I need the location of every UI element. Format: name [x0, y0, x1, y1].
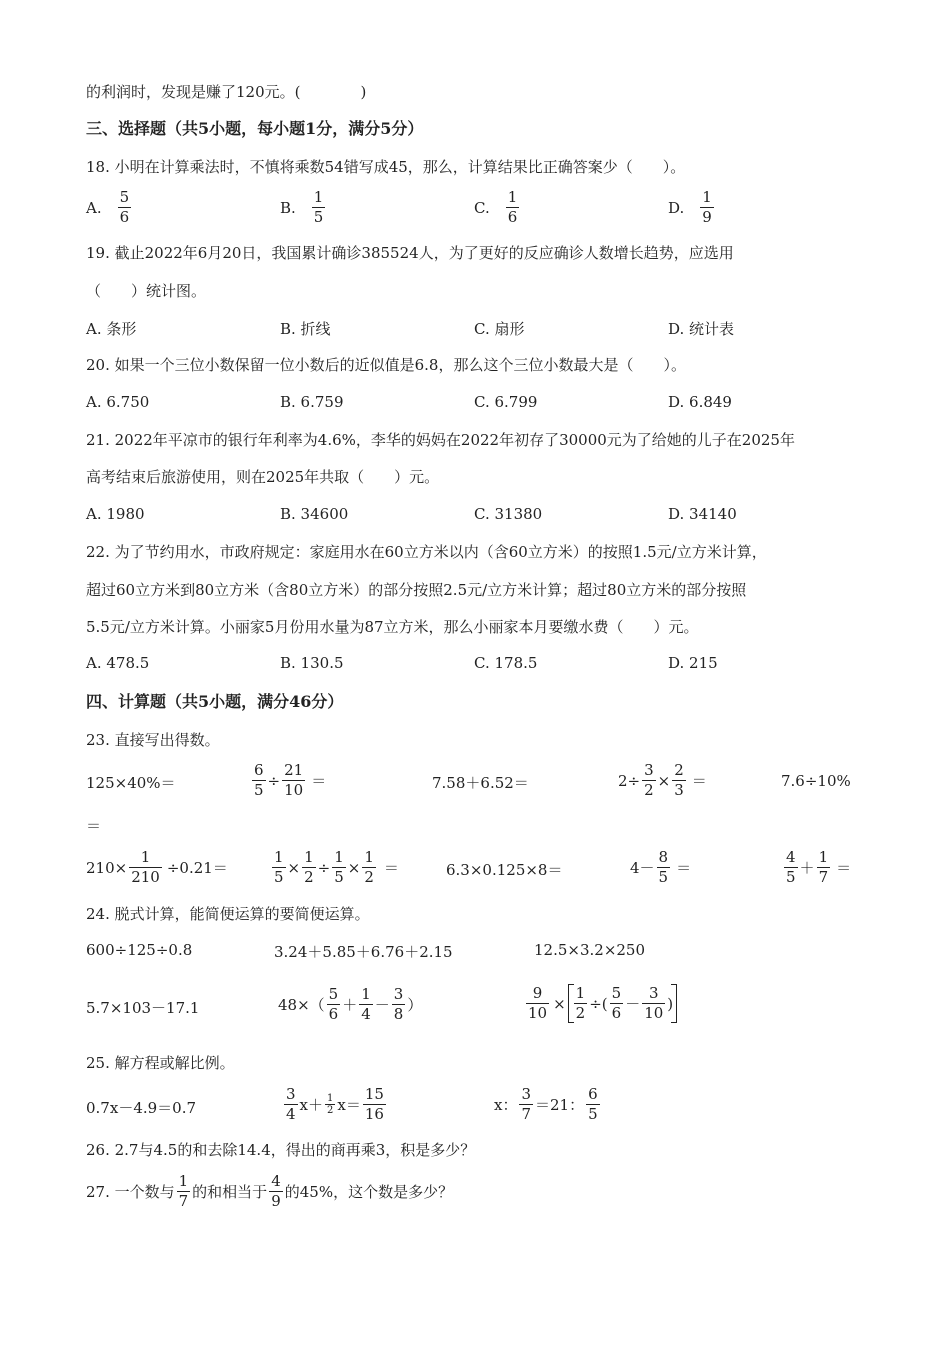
option-letter: C. [474, 198, 490, 217]
fraction: 4 5 [786, 848, 796, 886]
q25-stem: 25. 解方程或解比例。 [86, 1054, 235, 1072]
q25-item1: 0.7x－4.9＝0.7 [86, 1099, 197, 1117]
fraction: 3 4 [286, 1085, 296, 1123]
q23-r1-item5: 7.6÷10% [781, 772, 851, 790]
q22-option-a[interactable]: A. 478.5 [86, 654, 150, 672]
q23-r2-item3: 6.3×0.125×8＝ [446, 861, 563, 879]
q24-item1: 600÷125÷0.8 [86, 941, 193, 959]
section3-heading: 三、选择题（共5小题，每小题1分，满分5分） [86, 119, 424, 138]
fraction: $\frac{1}{210}$ [131, 848, 160, 886]
q20-option-b[interactable]: B. 6.759 [280, 393, 344, 411]
q22-stem-line3: 5.5元/立方米计算。小丽家5月份用水量为87立方米，那么小丽家本月要缴水费（ ）元。 [86, 618, 699, 636]
fraction: $\frac{6}{5}$ [254, 761, 264, 799]
fraction: 1 5 [313, 188, 324, 226]
q18-option-d[interactable] [668, 188, 716, 227]
fraction: $\frac{3}{2}$ [644, 761, 654, 799]
q21-option-c[interactable]: C. 31380 [474, 505, 543, 523]
q27-stem: 27. 一个数与 1 7 的和相当于 4 9 的45%，这个数是多少？ [86, 1172, 454, 1210]
intro-line: 的利润时，发现是赚了120元。( ) [86, 83, 367, 101]
fraction: 1 7 [178, 1172, 189, 1210]
option-letter: A. [86, 198, 102, 217]
q24-item2: 3.24＋5.85＋6.76＋2.15 [274, 943, 453, 961]
q20-option-d[interactable]: D. 6.849 [668, 393, 732, 411]
section4-heading: 四、计算题（共5小题，满分46分） [86, 692, 344, 711]
fraction: 8 5 [658, 848, 669, 886]
q18-stem: 18. 小明在计算乘法时，不慎将乘数54错写成45，那么，计算结果比正确答案少（ ）。 [86, 158, 686, 176]
fraction: 6 5 [588, 1085, 598, 1123]
q25-item2: 3 4 x＋ 1 2 x＝ 15 16 [286, 1085, 384, 1123]
q23-r2-item1: 210× $\frac{1}{210}$ ÷0.21＝ [86, 848, 228, 886]
fraction: $\frac{1}{5}$ [334, 848, 344, 886]
q18-option-c[interactable] [474, 188, 521, 227]
q20-option-a[interactable]: A. 6.750 [86, 393, 150, 411]
q23-r1-item3: 7.58＋6.52＝ [432, 774, 529, 792]
q20-stem: 20. 如果一个三位小数保留一位小数后的近似值是6.8，那么这个三位小数最大是（ ）。 [86, 356, 686, 374]
fraction: 5 6 [119, 188, 130, 226]
option-letter: B. [280, 198, 296, 217]
fraction: 1 2 [327, 1093, 334, 1116]
q21-stem-line2: 高考结束后旅游使用，则在2025年共取（ ）元。 [86, 468, 440, 486]
q23-r2-item4: 4－ 8 5 ＝ [630, 848, 692, 886]
q22-stem-line1: 22. 为了节约用水，市政府规定：家庭用水在60立方米以内（含60立方米）的按照1.5元/立方米计算， [86, 543, 767, 561]
q19-option-b[interactable]: B. 折线 [280, 320, 331, 338]
fraction: $\frac{1}{2}$ [364, 848, 374, 886]
q19-option-d[interactable]: D. 统计表 [668, 320, 735, 338]
q23-r2-item5: 4 5 ＋ 1 7 ＝ [786, 848, 852, 886]
q25-item3: x： 3 7 ＝21： 6 5 [494, 1085, 598, 1123]
q24-item6: $\frac{9}{10}$ × $\frac{1}{2}$ ÷( 5 6 － 3 10 ) [524, 984, 677, 1023]
fraction: 1 9 [702, 188, 712, 226]
q21-option-b[interactable]: B. 34600 [280, 505, 349, 523]
fraction: $\frac{9}{10}$ [528, 984, 548, 1022]
q22-option-b[interactable]: B. 130.5 [280, 654, 344, 672]
fraction: 1 6 [507, 188, 518, 226]
fraction: 15 16 [364, 1085, 384, 1123]
fraction: 5 6 [611, 984, 622, 1022]
q23-r1-item4: 2÷ $\frac{3}{2}$ × $\frac{2}{3}$ ＝ [618, 761, 707, 799]
fraction: 3 10 [644, 984, 664, 1022]
fraction: 3 8 [393, 985, 404, 1023]
q18-option-b[interactable] [280, 188, 327, 227]
q22-option-d[interactable]: D. 215 [668, 654, 718, 672]
fraction: $\frac{1}{2}$ [575, 984, 586, 1022]
fraction: 1 4 [361, 985, 371, 1023]
q23-r1-item5-eq: ＝ [86, 817, 102, 835]
q19-stem-line1: 19. 截止2022年6月20日，我国累计确诊385524人，为了更好的反应确诊人数增长趋势，应选用 [86, 244, 734, 262]
q19-stem-line2: （ ）统计图。 [86, 282, 207, 300]
fraction: 3 7 [521, 1085, 532, 1123]
q19-option-c[interactable]: C. 扇形 [474, 320, 525, 338]
fraction: 5 6 [328, 985, 339, 1023]
square-bracket-group: $\frac{1}{2}$ ÷( 5 6 － 3 10 ) [568, 984, 677, 1023]
fraction: $\frac{2}{3}$ [674, 761, 684, 799]
q22-option-c[interactable]: C. 178.5 [474, 654, 538, 672]
q21-stem-line1: 21. 2022年平凉市的银行年利率为4.6%，李华的妈妈在2022年初存了30000元为了给她的儿子在2025年 [86, 431, 795, 449]
q20-option-c[interactable]: C. 6.799 [474, 393, 538, 411]
q21-option-d[interactable]: D. 34140 [668, 505, 737, 523]
q24-item4: 5.7×103－17.1 [86, 999, 200, 1017]
q26-stem: 26. 2.7与4.5的和去除14.4，得出的商再乘3，积是多少？ [86, 1141, 476, 1159]
fraction: $\frac{1}{5}$ [274, 848, 284, 886]
q23-r2-item2: $\frac{1}{5}$ × $\frac{1}{2}$ ÷ $\frac{1}{5}$ × $\frac{1}{2}$ ＝ [274, 848, 399, 886]
q24-item5: 48×（ 5 6 ＋ 1 4 － 3 8 ） [278, 985, 423, 1023]
q19-option-a[interactable]: A. 条形 [86, 320, 137, 338]
q18-option-a[interactable] [86, 188, 133, 227]
q23-r1-item2: $\frac{6}{5}$ ÷ $\frac{21}{10}$ ＝ [254, 761, 327, 799]
q24-stem: 24. 脱式计算，能简便运算的要简便运算。 [86, 905, 370, 923]
q23-r1-item1: 125×40%＝ [86, 774, 176, 792]
fraction: 4 9 [271, 1172, 281, 1210]
fraction: $\frac{1}{2}$ [304, 848, 314, 886]
fraction: 1 7 [818, 848, 829, 886]
q23-stem: 23. 直接写出得数。 [86, 731, 220, 749]
fraction: $\frac{21}{10}$ [284, 761, 304, 799]
option-letter: D. [668, 198, 685, 217]
q22-stem-line2: 超过60立方米到80立方米（含80立方米）的部分按照2.5元/立方米计算；超过80立方米的部分按照 [86, 581, 747, 599]
q24-item3: 12.5×3.2×250 [534, 941, 646, 959]
q21-option-a[interactable]: A. 1980 [86, 505, 145, 523]
